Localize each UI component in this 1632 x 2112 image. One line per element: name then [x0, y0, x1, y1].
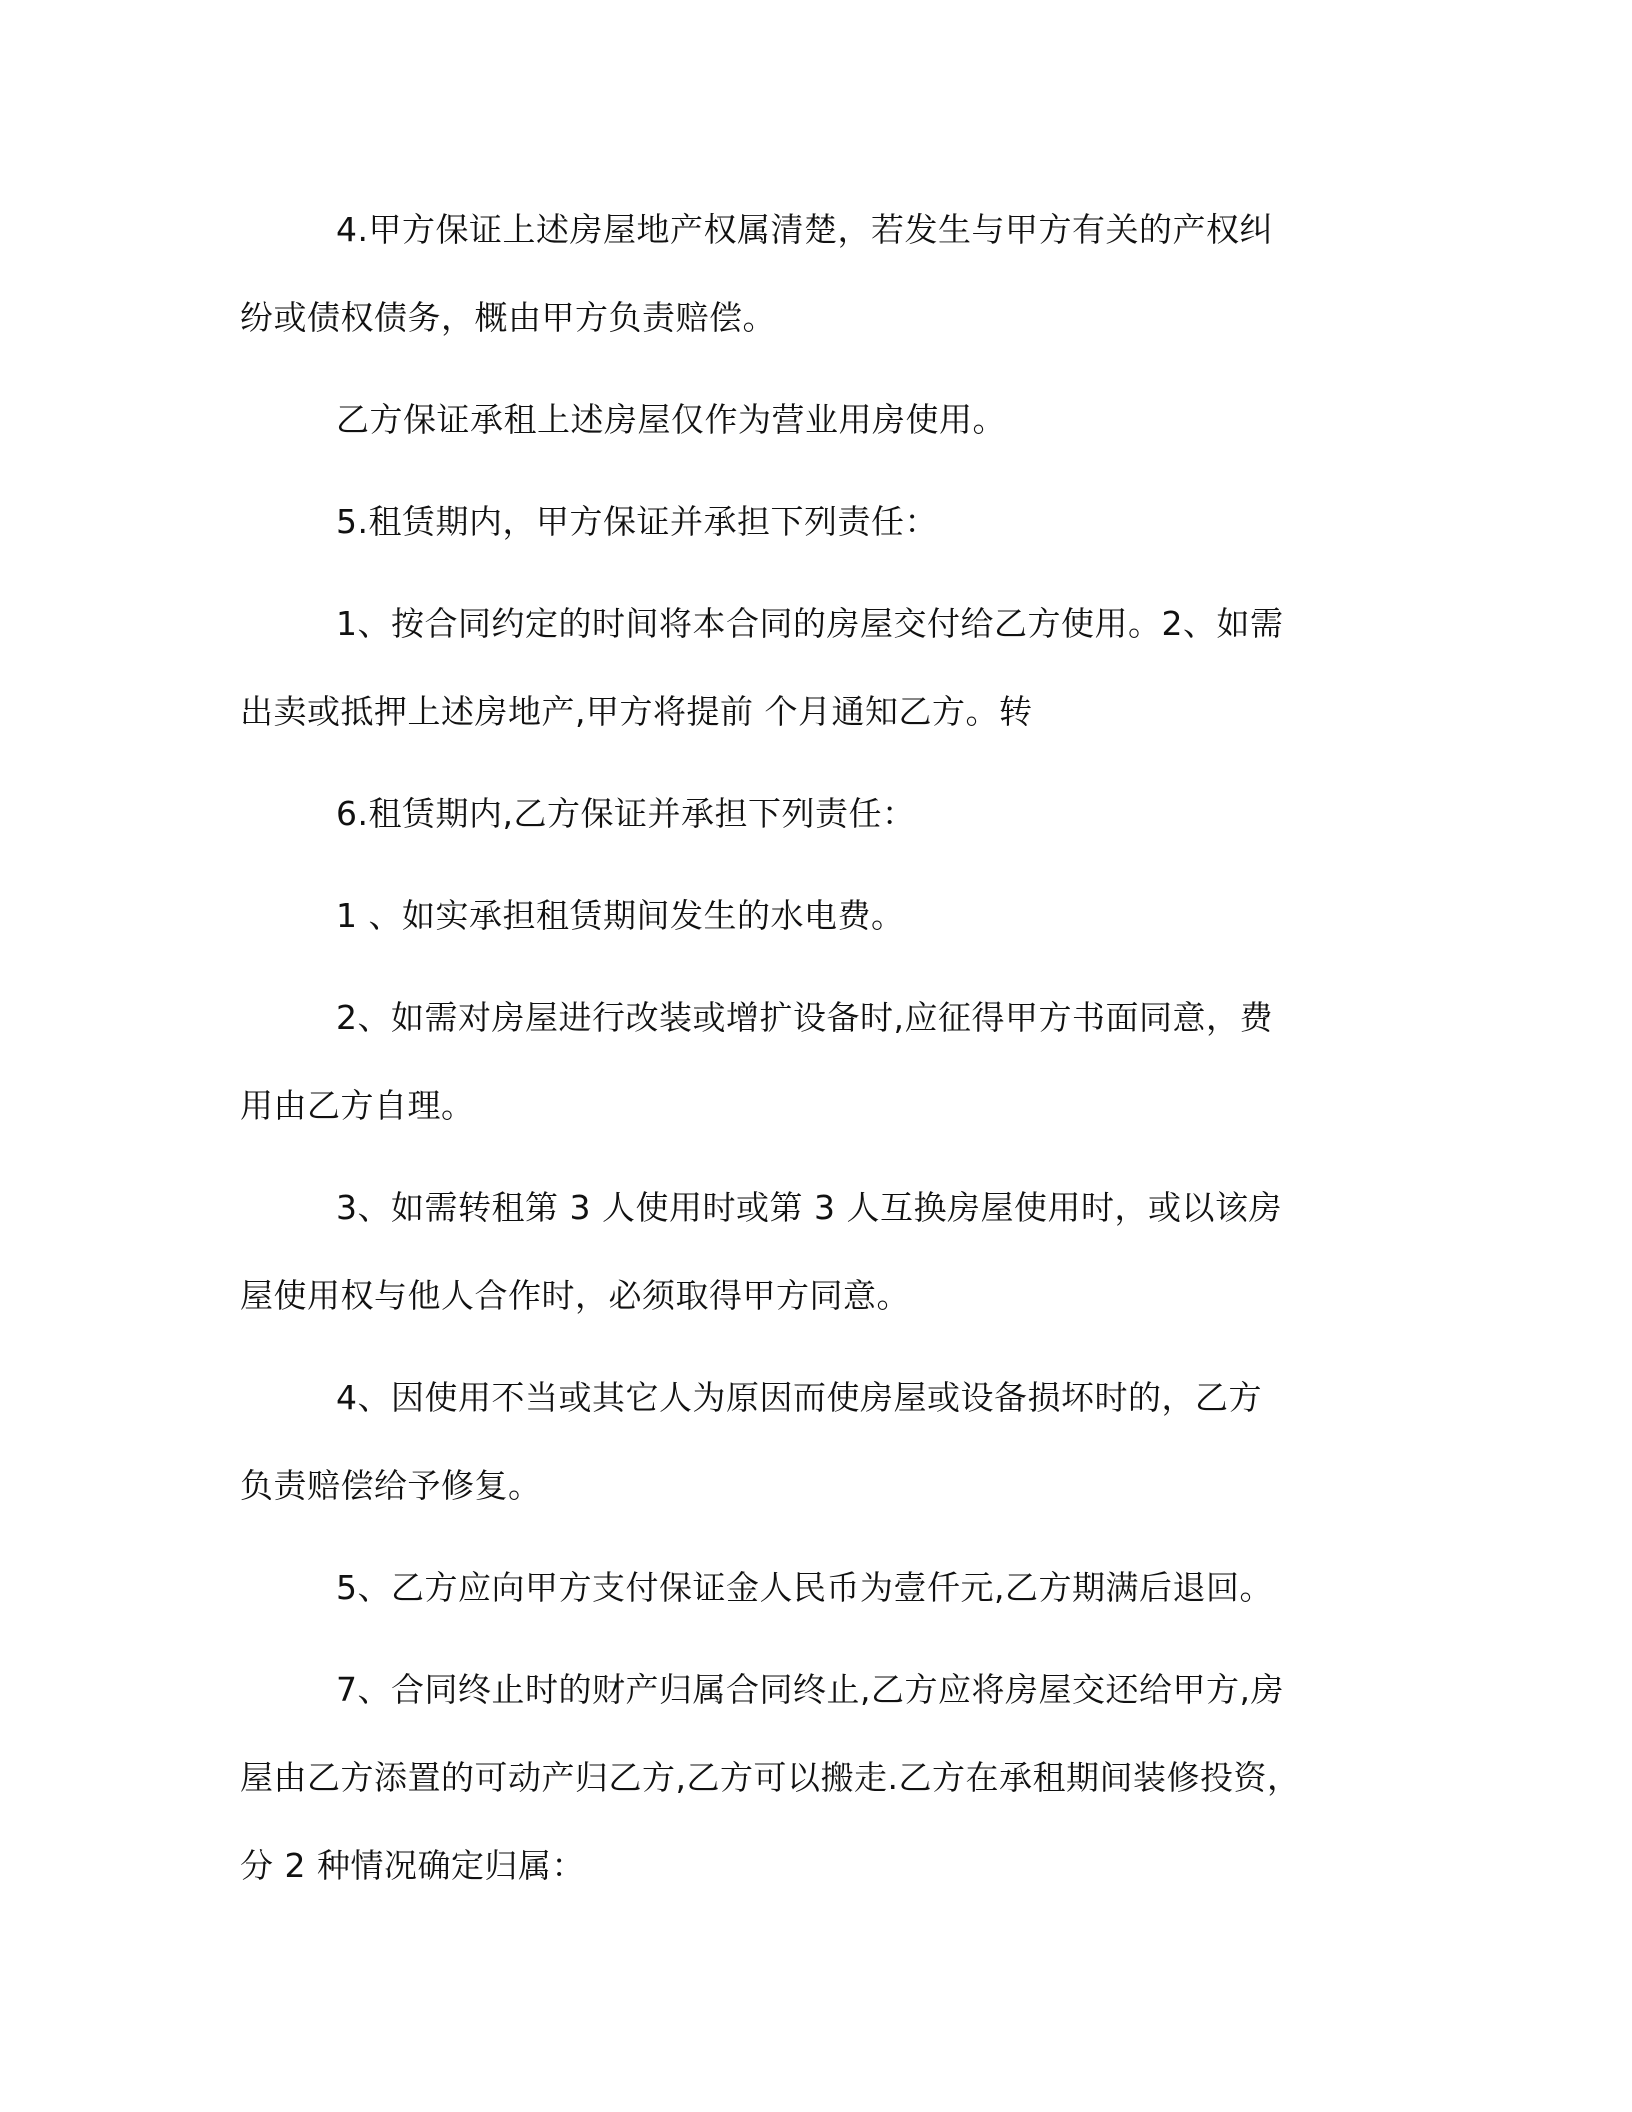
- text-line: 负责赔偿给予修复。: [240, 1466, 542, 1505]
- paragraph-clause-6-item-4: [240, 1354, 1400, 1530]
- text-line: 乙方保证承租上述房屋仅作为营业用房使用。: [336, 400, 1006, 439]
- paragraph-clause-5-heading: [240, 478, 1400, 566]
- text-line: 5.租赁期内，甲方保证并承担下列责任：: [336, 502, 938, 541]
- text-line: 纷或债权债务，概由甲方负责赔偿。: [240, 298, 776, 337]
- paragraph-clause-6-item-2: [240, 974, 1400, 1150]
- paragraph-clause-7: [240, 1646, 1400, 1910]
- text-line: 7、合同终止时的财产归属合同终止,乙方应将房屋交还给甲方,房: [336, 1670, 1284, 1709]
- paragraph-clause-4: [240, 186, 1400, 362]
- text-line: 屋由乙方添置的可动产归乙方,乙方可以搬走.乙方在承租期间装修投资，: [240, 1758, 1301, 1797]
- paragraph-party-b-usage: [240, 376, 1400, 464]
- paragraph-clause-6-heading: [240, 770, 1400, 858]
- text-line: 3、如需转租第 3 人使用时或第 3 人互换房屋使用时，或以该房: [336, 1188, 1282, 1227]
- text-line: 用由乙方自理。: [240, 1086, 475, 1125]
- text-line: 2、如需对房屋进行改装或增扩设备时,应征得甲方书面同意，费: [336, 998, 1273, 1037]
- paragraph-clause-6-item-3: [240, 1164, 1400, 1340]
- paragraph-clause-5-items: [240, 580, 1400, 756]
- text-line: 屋使用权与他人合作时，必须取得甲方同意。: [240, 1276, 910, 1315]
- text-line: 分 2 种情况确定归属：: [240, 1846, 585, 1885]
- text-line: 4.甲方保证上述房屋地产权属清楚，若发生与甲方有关的产权纠: [336, 210, 1273, 249]
- text-line: 5、乙方应向甲方支付保证金人民币为壹仟元,乙方期满后退回。: [336, 1568, 1273, 1607]
- document-body: [240, 186, 1400, 1910]
- text-line: 1、按合同约定的时间将本合同的房屋交付给乙方使用。2、如需: [336, 604, 1284, 643]
- paragraph-clause-6-item-1: [240, 872, 1400, 960]
- text-line: 4、因使用不当或其它人为原因而使房屋或设备损坏时的，乙方: [336, 1378, 1262, 1417]
- paragraph-clause-6-item-5: [240, 1544, 1400, 1632]
- text-line: 6.租赁期内,乙方保证并承担下列责任：: [336, 794, 916, 833]
- text-line: 出卖或抵押上述房地产,甲方将提前 个月通知乙方。转: [240, 692, 1033, 731]
- text-line: 1 、如实承担租赁期间发生的水电费。: [336, 896, 905, 935]
